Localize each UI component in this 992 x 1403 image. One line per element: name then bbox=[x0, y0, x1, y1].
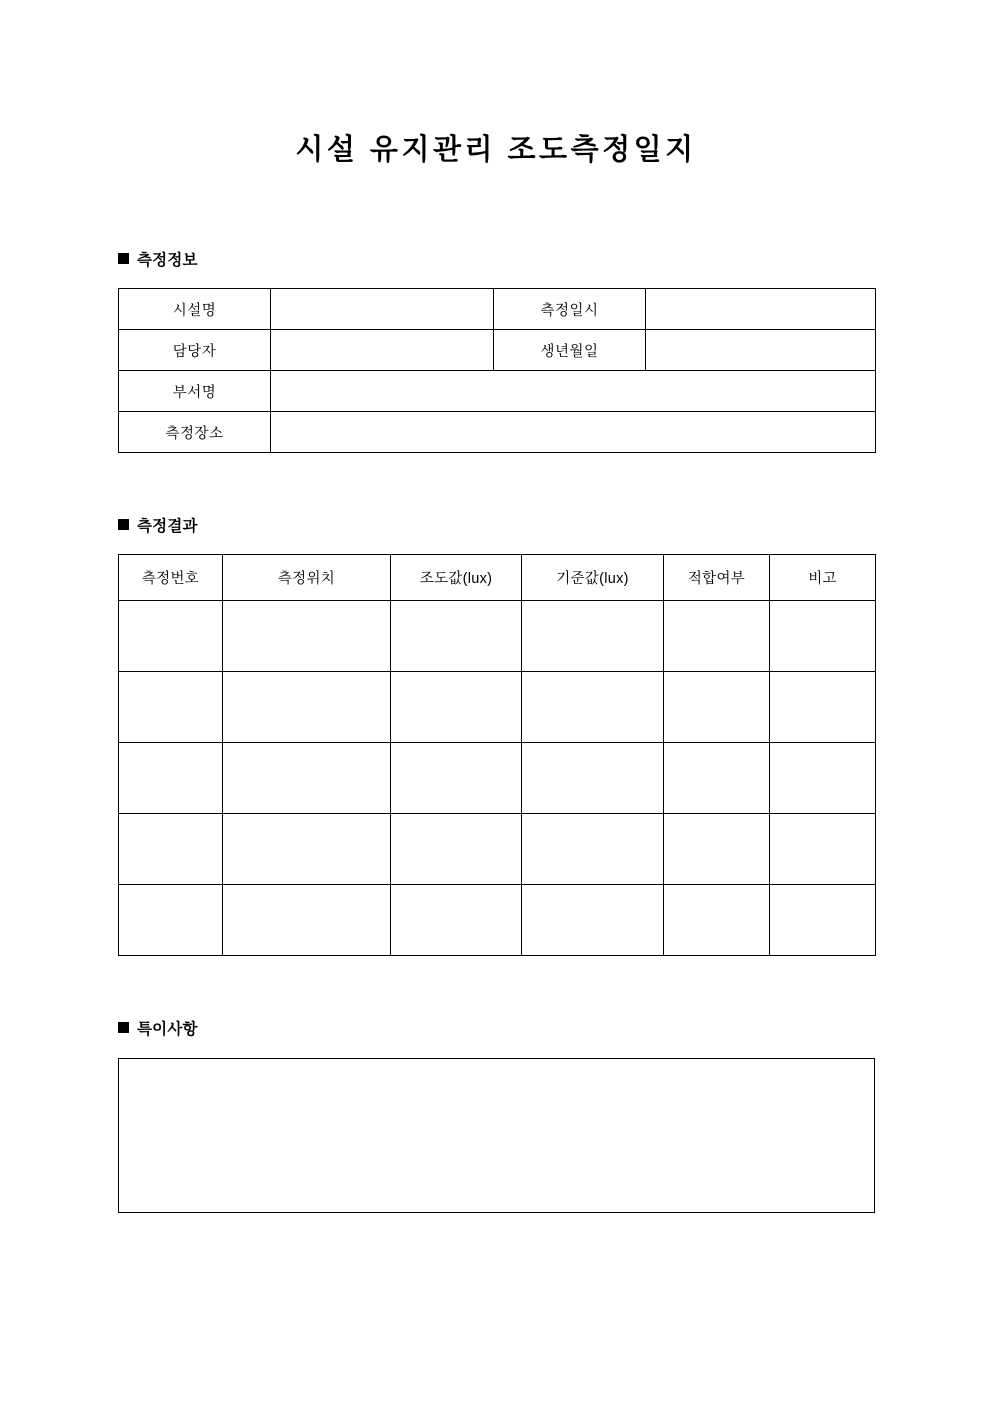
measurement-info-table bbox=[118, 288, 876, 453]
special-notes-textarea[interactable] bbox=[118, 1058, 875, 1213]
label-person-in-charge: 담당자 bbox=[119, 330, 271, 371]
label-measurement-datetime: 측정일시 bbox=[494, 289, 646, 330]
table-row bbox=[119, 371, 876, 412]
cell-remarks[interactable] bbox=[770, 672, 876, 743]
table-row bbox=[119, 330, 876, 371]
page-title: 시설 유지관리 조도측정일지 bbox=[295, 134, 697, 166]
table-row bbox=[119, 814, 876, 885]
cell-conformity[interactable] bbox=[664, 601, 770, 672]
column-header-illuminance-value: 조도값(lux) bbox=[391, 555, 522, 601]
cell-measurement-position[interactable] bbox=[223, 672, 391, 743]
cell-illuminance-value[interactable] bbox=[391, 601, 522, 672]
cell-remarks[interactable] bbox=[770, 601, 876, 672]
cell-measurement-position[interactable] bbox=[223, 885, 391, 956]
cell-conformity[interactable] bbox=[664, 885, 770, 956]
cell-measurement-no[interactable] bbox=[119, 885, 223, 956]
cell-conformity[interactable] bbox=[664, 672, 770, 743]
field-date-of-birth[interactable] bbox=[646, 330, 876, 371]
measurement-result-table bbox=[118, 554, 876, 956]
section-heading-measurement-result bbox=[118, 518, 198, 537]
cell-illuminance-value[interactable] bbox=[391, 814, 522, 885]
section-marker-icon bbox=[118, 1022, 129, 1033]
field-measurement-datetime[interactable] bbox=[646, 289, 876, 330]
cell-standard-value[interactable] bbox=[522, 814, 664, 885]
section-heading-special-notes bbox=[118, 1021, 198, 1040]
label-measurement-location: 측정장소 bbox=[119, 412, 271, 453]
cell-measurement-position[interactable] bbox=[223, 601, 391, 672]
cell-measurement-no[interactable] bbox=[119, 743, 223, 814]
table-row bbox=[119, 289, 876, 330]
cell-measurement-position[interactable] bbox=[223, 743, 391, 814]
section-marker-icon bbox=[118, 519, 129, 530]
label-department-name: 부서명 bbox=[119, 371, 271, 412]
column-header-measurement-position: 측정위치 bbox=[223, 555, 391, 601]
cell-illuminance-value[interactable] bbox=[391, 885, 522, 956]
section-heading-label: 특이사항 bbox=[137, 1021, 198, 1038]
label-date-of-birth: 생년월일 bbox=[494, 330, 646, 371]
cell-standard-value[interactable] bbox=[522, 743, 664, 814]
cell-standard-value[interactable] bbox=[522, 885, 664, 956]
cell-remarks[interactable] bbox=[770, 814, 876, 885]
cell-conformity[interactable] bbox=[664, 743, 770, 814]
cell-measurement-position[interactable] bbox=[223, 814, 391, 885]
field-person-in-charge[interactable] bbox=[271, 330, 494, 371]
section-heading-label: 측정정보 bbox=[137, 252, 198, 269]
cell-remarks[interactable] bbox=[770, 885, 876, 956]
cell-illuminance-value[interactable] bbox=[391, 672, 522, 743]
cell-standard-value[interactable] bbox=[522, 672, 664, 743]
cell-measurement-no[interactable] bbox=[119, 814, 223, 885]
table-row bbox=[119, 601, 876, 672]
field-department-name[interactable] bbox=[271, 371, 876, 412]
column-header-remarks: 비고 bbox=[770, 555, 876, 601]
section-heading-measurement-info bbox=[118, 252, 198, 271]
table-row bbox=[119, 885, 876, 956]
section-heading-label: 측정결과 bbox=[137, 518, 198, 535]
column-header-conformity: 적합여부 bbox=[664, 555, 770, 601]
field-facility-name[interactable] bbox=[271, 289, 494, 330]
table-row bbox=[119, 743, 876, 814]
table-row bbox=[119, 412, 876, 453]
cell-illuminance-value[interactable] bbox=[391, 743, 522, 814]
cell-measurement-no[interactable] bbox=[119, 601, 223, 672]
section-marker-icon bbox=[118, 253, 129, 264]
cell-standard-value[interactable] bbox=[522, 601, 664, 672]
table-header-row bbox=[119, 555, 876, 601]
cell-conformity[interactable] bbox=[664, 814, 770, 885]
field-measurement-location[interactable] bbox=[271, 412, 876, 453]
label-facility-name: 시설명 bbox=[119, 289, 271, 330]
column-header-standard-value: 기준값(lux) bbox=[522, 555, 664, 601]
table-row bbox=[119, 672, 876, 743]
cell-measurement-no[interactable] bbox=[119, 672, 223, 743]
column-header-measurement-no: 측정번호 bbox=[119, 555, 223, 601]
cell-remarks[interactable] bbox=[770, 743, 876, 814]
